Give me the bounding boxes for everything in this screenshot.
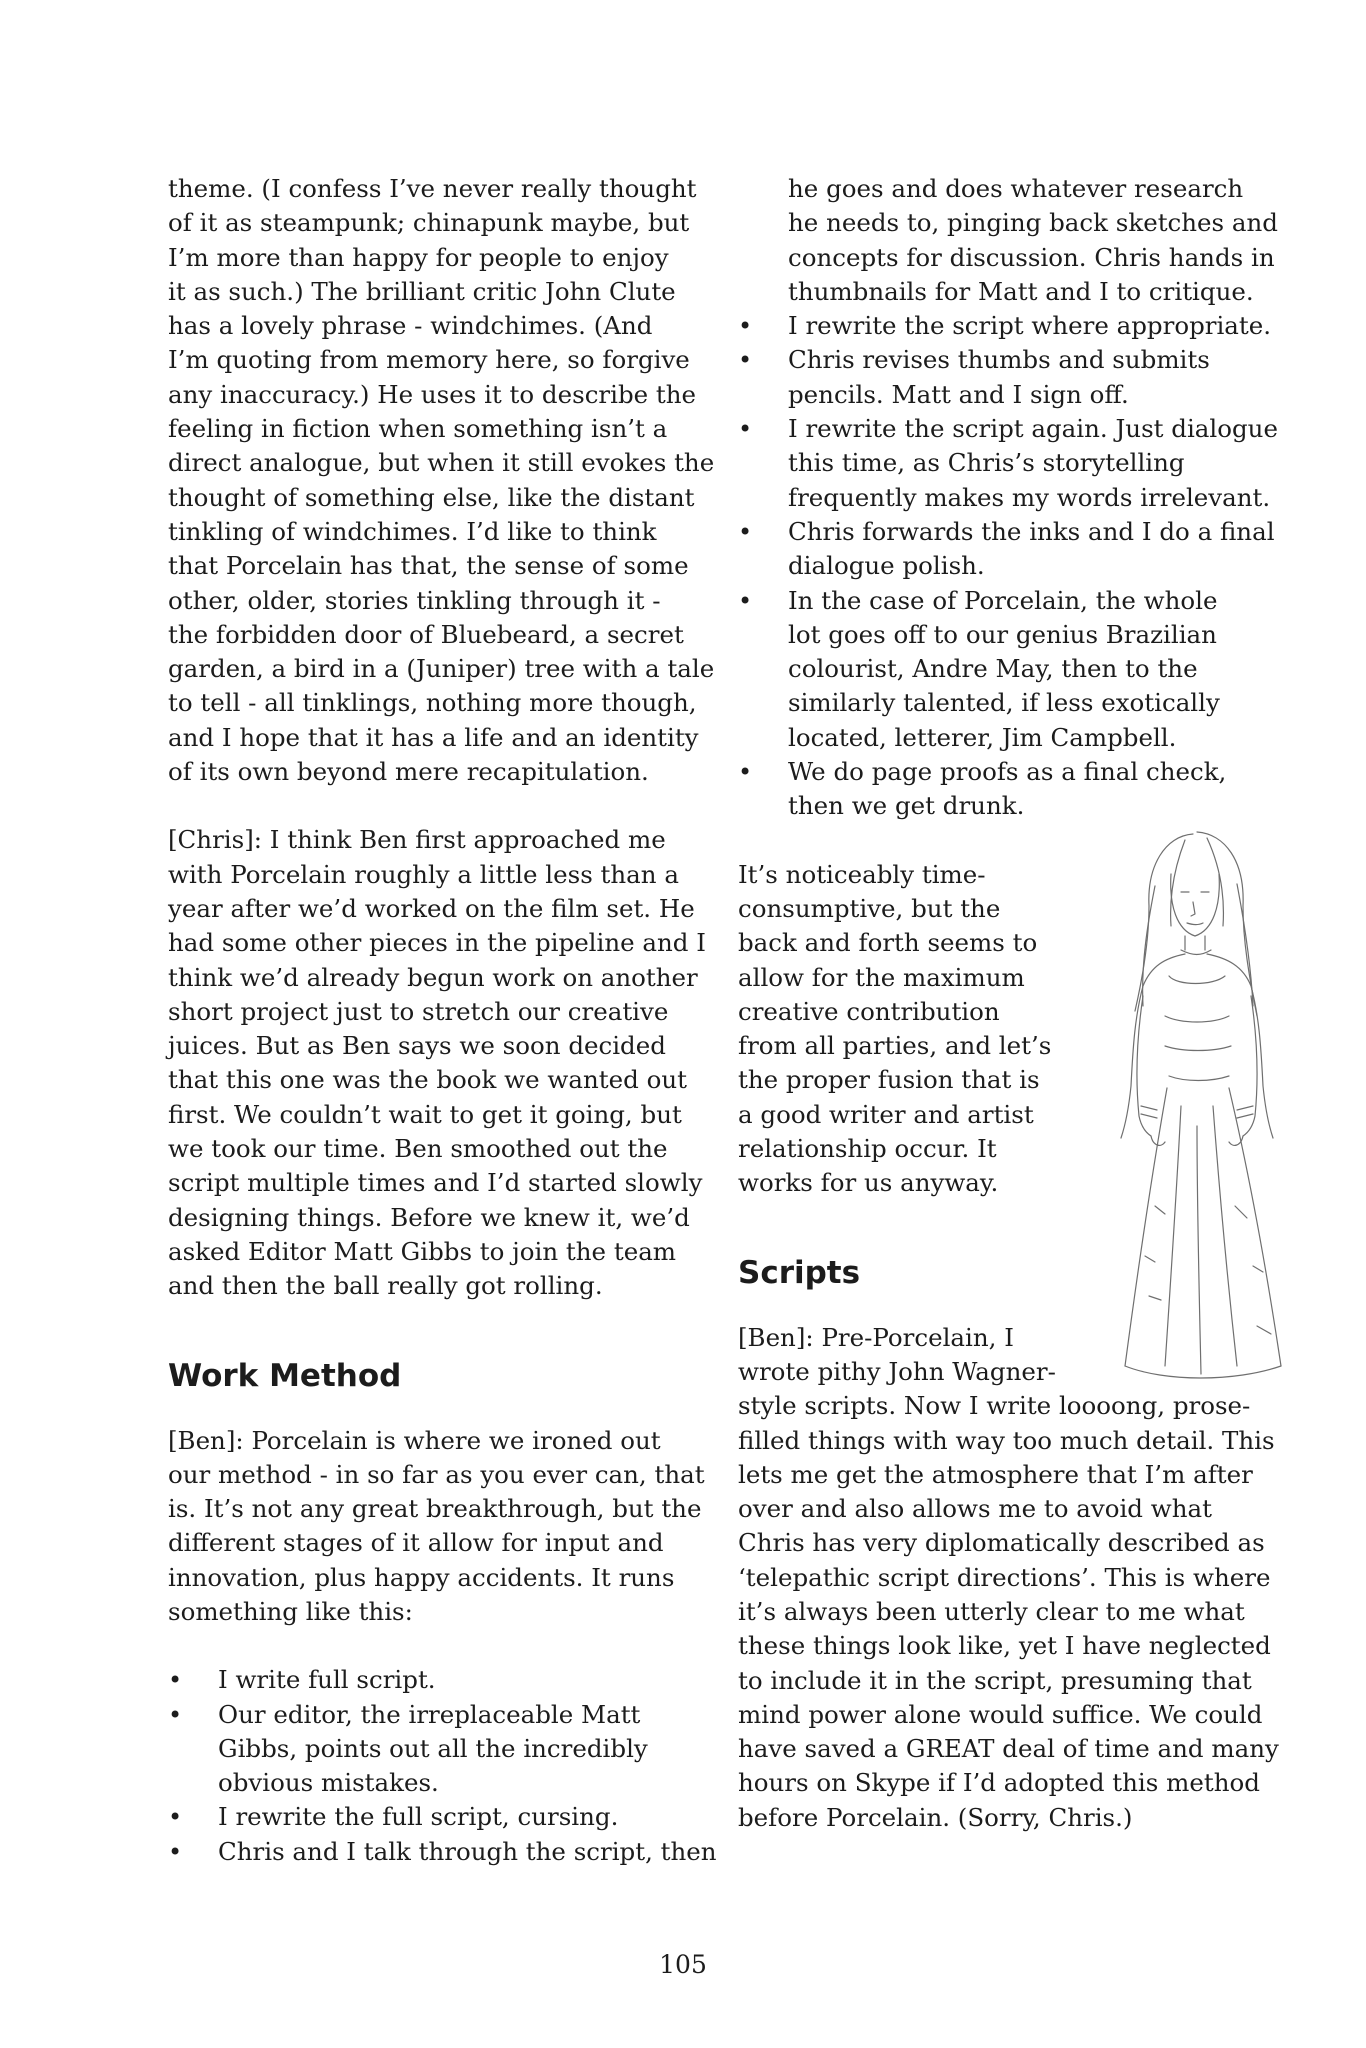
text-line: • I rewrite the script where appropriate. [788, 311, 1272, 341]
text-line: has a lovely phrase - windchimes. (And [168, 311, 653, 341]
paragraph-theme [168, 172, 715, 789]
text-line: of its own beyond mere recapitulation. [168, 757, 649, 787]
text-line: • In the case of Porcelain, the whole [788, 585, 1218, 615]
text-line: from all parties, and let’s [738, 1031, 1052, 1061]
text-line: style scripts. Now I write loooong, prose- [738, 1391, 1251, 1421]
text-line: over and also allows me to avoid what [738, 1494, 1212, 1524]
bullet-item [738, 343, 1278, 412]
text-line: pencils. Matt and I sign off. [788, 379, 1129, 409]
text-line: short project just to stretch our creative [168, 996, 669, 1026]
text-line: mind power alone would suffice. We could [738, 1699, 1263, 1729]
text-line: frequently makes my words irrelevant. [788, 482, 1271, 512]
bullet-item [168, 1663, 708, 1697]
text-line: direct analogue, but when it still evokes the [168, 448, 715, 478]
left-column [168, 172, 717, 1869]
text-line: [Ben]: Pre-Porcelain, I [738, 1322, 1014, 1352]
heading-scripts: Scripts [738, 1254, 861, 1291]
text-line: lot goes off to our genius Brazilian [788, 619, 1217, 649]
text-line: different stages of it allow for input and [168, 1528, 664, 1558]
text-line: before Porcelain. (Sorry, Chris.) [738, 1802, 1133, 1832]
text-line: tinkling of windchimes. I’d like to think [168, 516, 657, 546]
text-line: allow for the maximum [738, 962, 1025, 992]
text-line: • Chris and I talk through the script, then [218, 1836, 717, 1866]
text-line: hours on Skype if I’d adopted this method [738, 1768, 1260, 1798]
text-line: juices. But as Ben says we soon decided [168, 1031, 666, 1061]
text-line: year after we’d worked on the film set. He [168, 893, 695, 923]
text-line: garden, a bird in a (Juniper) tree with a tale [168, 654, 715, 684]
text-line: Gibbs, points out all the incredibly [218, 1733, 648, 1763]
text-line: our method - in so far as you ever can, that [168, 1459, 705, 1489]
paragraph-chris-intro [168, 823, 708, 1303]
text-line: [Ben]: Porcelain is where we ironed out [168, 1425, 661, 1455]
text-line: feeling in fiction when something isn’t a [168, 414, 668, 444]
text-line: of it as steampunk; chinapunk maybe, but [168, 208, 690, 238]
text-line: I’m more than happy for people to enjoy [168, 242, 669, 272]
text-line: the forbidden door of Bluebeard, a secret [168, 619, 684, 649]
text-line: Chris has very diplomatically described as [738, 1528, 1265, 1558]
bullet-item [738, 515, 1278, 584]
text-line: concepts for discussion. Chris hands in [788, 242, 1275, 272]
text-line: these things look like, yet I have neglected [738, 1631, 1271, 1661]
text-line: It’s noticeably time- [738, 859, 986, 889]
paragraph-scripts [738, 1321, 1278, 1835]
method-steps-list-continued [738, 309, 1278, 823]
bullet-item [738, 309, 1278, 343]
text-line: dialogue polish. [788, 551, 985, 581]
text-line: filled things with way too much detail. This [738, 1425, 1275, 1455]
text-line: he goes and does whatever research [788, 174, 1244, 203]
bullet-item [168, 1698, 708, 1801]
text-line: • Our editor, the irreplaceable Matt [218, 1699, 641, 1729]
text-line: works for us anyway. [738, 1168, 999, 1198]
text-line: and I hope that it has a life and an identity [168, 722, 699, 752]
text-line: something like this: [168, 1596, 413, 1626]
text-line: have saved a GREAT deal of time and many [738, 1734, 1279, 1764]
bullet-continuation [738, 172, 1278, 309]
text-line: asked Editor Matt Gibbs to join the team [168, 1236, 677, 1266]
text-line: the proper fusion that is [738, 1065, 1040, 1095]
text-line: then we get drunk. [788, 791, 1025, 821]
text-line: is. It’s not any great breakthrough, but the [168, 1494, 702, 1524]
text-line: ‘telepathic script directions’. This is where [738, 1562, 1271, 1592]
method-steps-list [168, 1663, 717, 1869]
girl-sketch-illustration [1085, 826, 1315, 1386]
text-line: think we’d already begun work on another [168, 962, 698, 992]
text-line: • I write full script. [218, 1665, 436, 1695]
text-line: relationship occur. It [738, 1134, 997, 1164]
text-line: • We do page proofs as a final check, [788, 757, 1227, 787]
text-line: located, letterer, Jim Campbell. [788, 722, 1177, 752]
text-line: obvious mistakes. [218, 1768, 439, 1798]
text-line: lets me get the atmosphere that I’m after [738, 1459, 1253, 1489]
text-line: similarly talented, if less exotically [788, 688, 1220, 718]
text-line: and then the ball really got rolling. [168, 1271, 603, 1301]
text-line: it as such.) The brilliant critic John Clute [168, 276, 676, 306]
bullet-item [738, 755, 1278, 824]
text-line: designing things. Before we knew it, we’d [168, 1202, 690, 1232]
bullet-item [168, 1835, 717, 1869]
text-line: with Porcelain roughly a little less than a [168, 859, 679, 889]
text-line: • Chris revises thumbs and submits [788, 345, 1210, 375]
text-line: to tell - all tinklings, nothing more though, [168, 688, 697, 718]
text-line: [Chris]: I think Ben first approached me [168, 825, 666, 855]
text-line: this time, as Chris’s storytelling [788, 448, 1185, 478]
bullet-item [738, 412, 1278, 515]
text-line: I’m quoting from memory here, so forgive [168, 345, 690, 375]
text-line: back and forth seems to [738, 928, 1038, 958]
text-line: script multiple times and I’d started slowly [168, 1168, 703, 1198]
text-line: • Chris forwards the inks and I do a final [788, 516, 1275, 546]
text-line: that this one was the book we wanted out [168, 1065, 687, 1095]
text-line: creative contribution [738, 996, 1000, 1026]
text-line: that Porcelain has that, the sense of some [168, 551, 689, 581]
paragraph-method [168, 1424, 708, 1630]
text-line: theme. (I confess I’ve never really thought [168, 174, 697, 203]
bullet-item [168, 1800, 708, 1834]
text-line: consumptive, but the [738, 893, 1001, 923]
heading-work-method: Work Method [168, 1357, 402, 1394]
bullet-item [738, 584, 1278, 755]
text-line: wrote pithy John Wagner- [738, 1356, 1056, 1386]
text-line: a good writer and artist [738, 1099, 1034, 1129]
text-line: first. We couldn’t wait to get it going, but [168, 1099, 682, 1129]
text-line: • I rewrite the full script, cursing. [218, 1802, 619, 1832]
text-line: he needs to, pinging back sketches and [788, 208, 1278, 238]
page-number: 105 [659, 1950, 707, 1979]
text-line: it’s always been utterly clear to me what [738, 1596, 1245, 1626]
text-line: to include it in the script, presuming that [738, 1665, 1252, 1695]
text-line: had some other pieces in the pipeline and I [168, 928, 706, 958]
text-line: colourist, Andre May, then to the [788, 654, 1198, 684]
text-line: any inaccuracy.) He uses it to describe the [168, 379, 697, 409]
text-line: we took our time. Ben smoothed out the [168, 1134, 668, 1164]
text-line: thought of something else, like the distant [168, 482, 695, 512]
text-line: thumbnails for Matt and I to critique. [788, 276, 1254, 306]
text-line: innovation, plus happy accidents. It runs [168, 1562, 675, 1592]
text-line: • I rewrite the script again. Just dialogue [788, 414, 1278, 444]
text-line: other, older, stories tinkling through it - [168, 585, 661, 615]
